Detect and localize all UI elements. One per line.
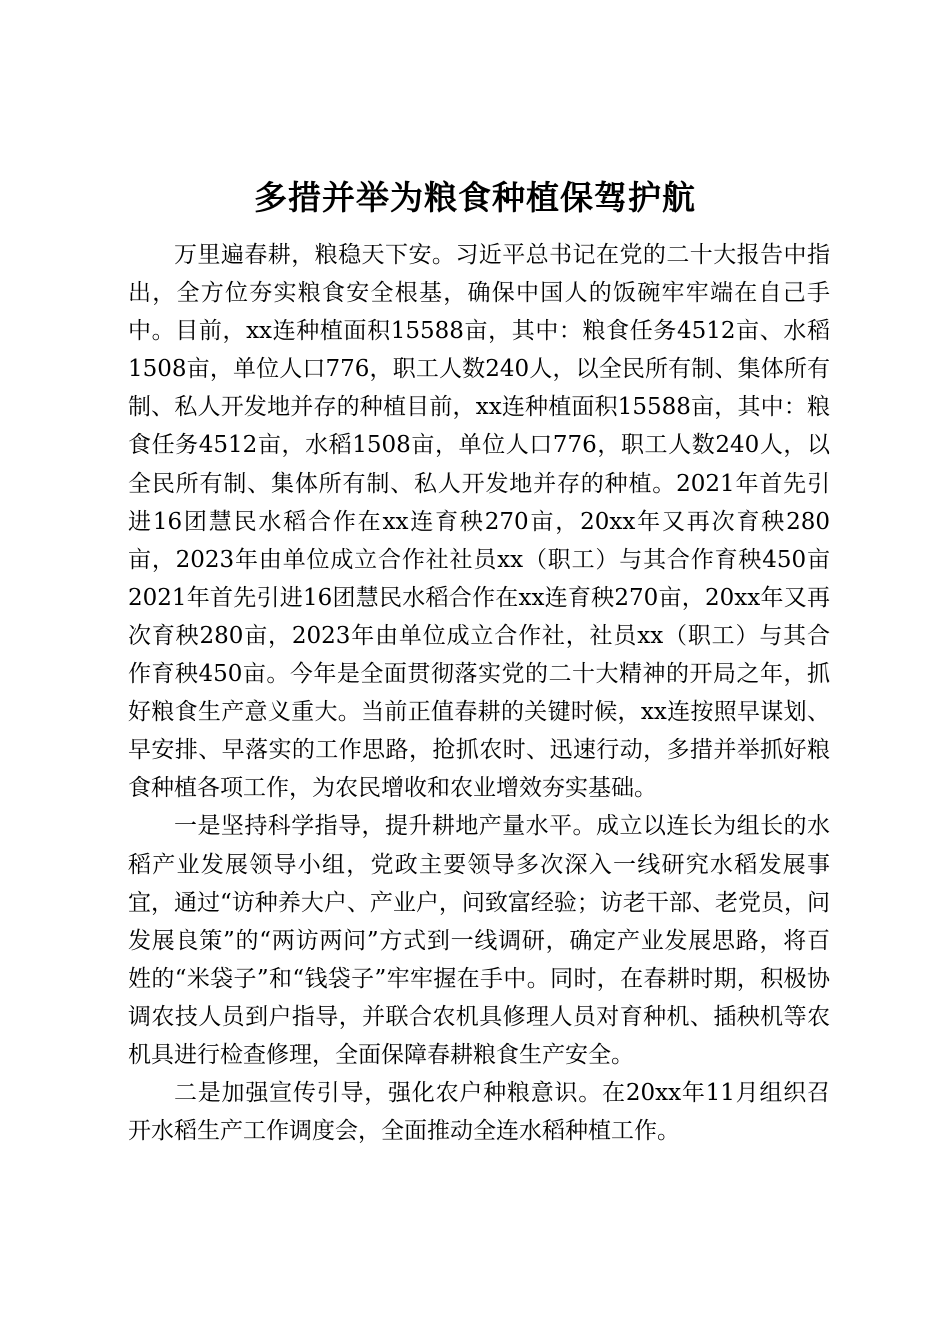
paragraph-publicity: 二是加强宣传引导，强化农户种粮意识。在20xx年11月组织召开水稻生产工作调度会，全面推动全连水稻种植工作。 [128,1080,830,1145]
paragraph-intro: 万里遍春耕，粮稳天下安。习近平总书记在党的二十大报告中指出，全方位夯实粮食安全根基，确保中国人的饭碗牢牢端在自己手中。目前，xx连种植面积15588亩，其中：粮食任务4512亩、水稻1508亩，单位人口776，职工人数240人，以全民所有制、集体所有制、私人开发地并存的种植目前，xx连种植面积15588亩，其中：粮食任务4512亩，水稻1508亩，单位人口776，职工人数240人，以全民所有制、集体所有制、私人开发地并存的种植。2021年首先引进16团慧民水稻合作在xx连育秧270亩，20xx年又再次育秧280亩，2023年由单位成立合作社社员xx（职工）与其合作育秧450亩2021年首先引进16团慧民水稻合作在xx连育秧270亩，20xx年又再次育秧280亩，2023年由单位成立合作社，社员xx（职工）与其合作育秧450亩。今年是全面贯彻落实党的二十大精神的开局之年，抓好粮食生产意义重大。当前正值春耕的关键时候，xx连按照早谋划、早安排、早落实的工作思路，抢抓农时、迅速行动，多措并举抓好粮食种植各项工作，为农民增收和农业增效夯实基础。 [128,242,830,802]
document-title: 多措并举为粮食种植保驾护航 [254,178,696,217]
document-body [128,236,830,1150]
paragraph-science-guidance: 一是坚持科学指导，提升耕地产量水平。成立以连长为组长的水稻产业发展领导小组，党政主要领导多次深入一线研究水稻发展事宜，通过“访种养大户、产业户，问致富经验；访老干部、老党员，问发展良策”的“两访两问”方式到一线调研，确定产业发展思路，将百姓的“米袋子”和“钱袋子”牢牢握在手中。同时，在春耕时期，积极协调农技人员到户指导，并联合农机具修理人员对育种机、插秧机等农机具进行检查修理，全面保障春耕粮食生产安全。 [128,813,830,1068]
